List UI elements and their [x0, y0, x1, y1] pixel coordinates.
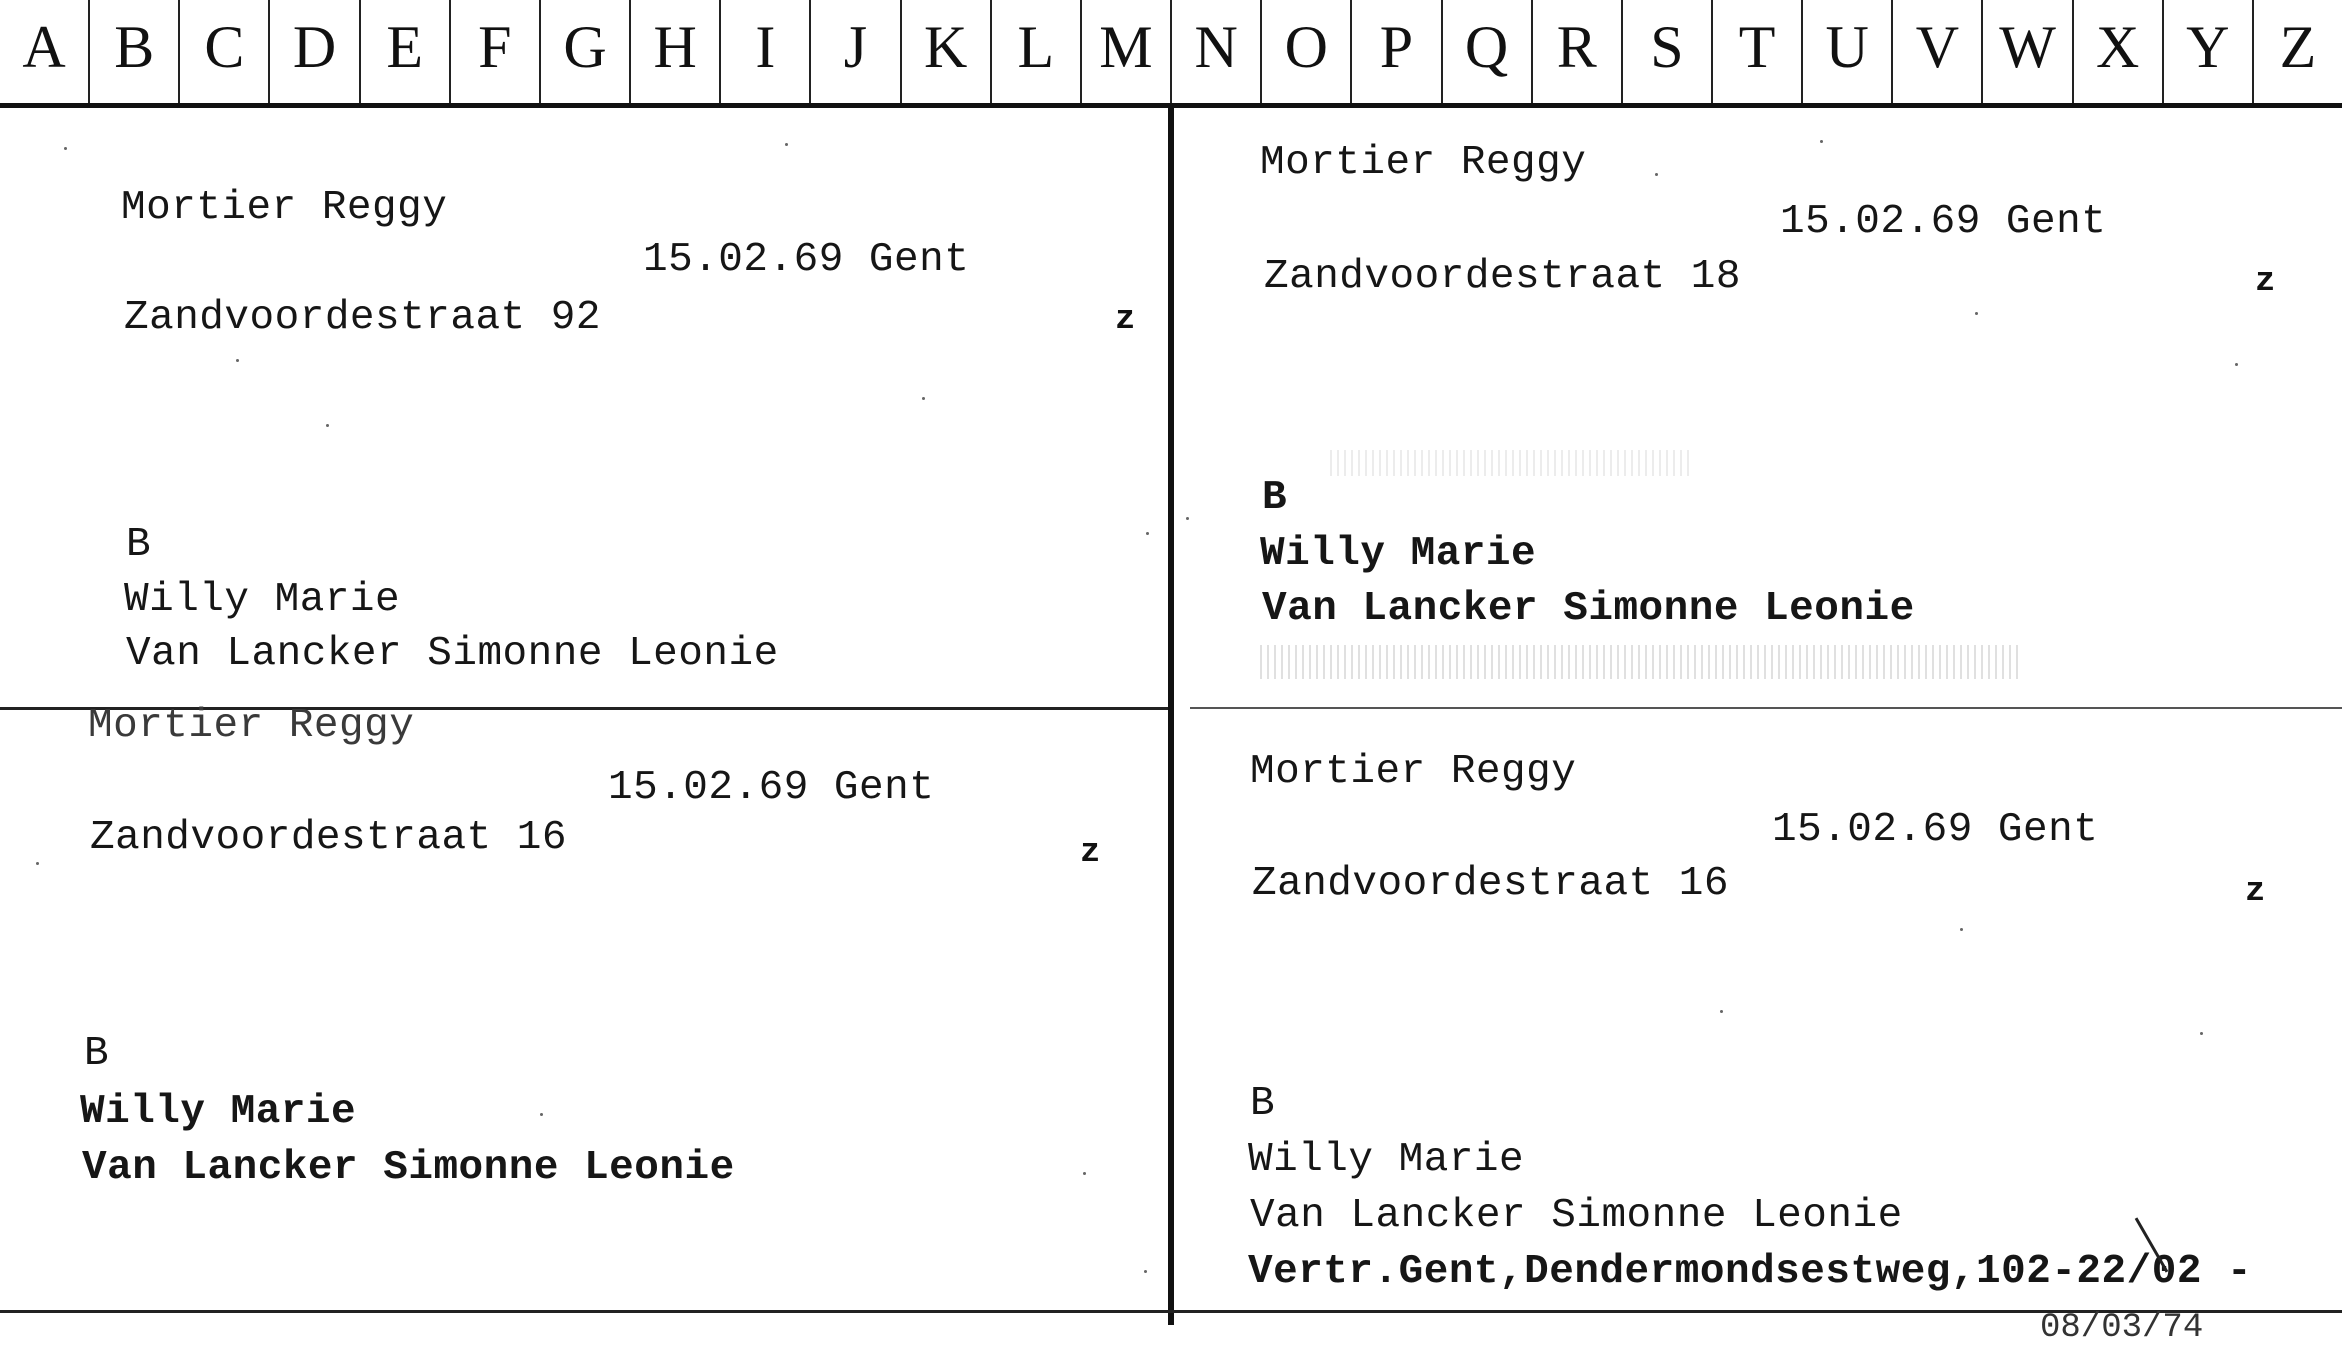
card-relation: B — [1250, 1081, 1276, 1127]
alphabet-letter-l: L — [992, 0, 1082, 103]
speckle — [326, 424, 329, 427]
alphabet-letter-o: O — [1262, 0, 1352, 103]
speckle — [36, 862, 39, 865]
speckle — [1960, 928, 1963, 931]
alphabet-letter-x: X — [2074, 0, 2164, 103]
card-father: Willy Marie — [80, 1089, 357, 1135]
card-marker: z — [2255, 263, 2276, 301]
card-departure-note: Vertr.Gent,Dendermondsestweg,102-22/02 - — [1248, 1249, 2253, 1295]
card-address: Zandvoordestraat 16 — [90, 815, 567, 861]
card-birth: 15.02.69 Gent — [643, 237, 970, 283]
alphabet-letter-z: Z — [2279, 14, 2317, 80]
alphabet-letter-g: G — [541, 0, 631, 103]
alphabet-letter-v: V — [1893, 0, 1983, 103]
alphabet-letter-u: U — [1803, 0, 1893, 103]
card-address: Zandvoordestraat 18 — [1264, 254, 1741, 300]
card-mother: Van Lancker Simonne Leonie — [126, 631, 779, 677]
speckle — [1146, 532, 1149, 535]
alphabet-letter-b: B — [90, 0, 180, 103]
alphabet-letter-n: N — [1172, 0, 1262, 103]
alphabet-letter-a: A — [0, 0, 90, 103]
alphabet-letter-w: W — [1983, 0, 2073, 103]
speckle — [922, 397, 925, 400]
speckle — [236, 359, 239, 362]
alphabet-letter-m: M — [1082, 0, 1172, 103]
card-father: Willy Marie — [124, 577, 401, 623]
card-name: Mortier Reggy — [121, 185, 448, 231]
card-mother: Van Lancker Simonne Leonie — [1250, 1193, 1903, 1239]
speckle — [64, 147, 67, 150]
alphabet-letter-c: C — [180, 0, 270, 103]
speckle — [1186, 517, 1189, 520]
alphabet-letter-e: E — [361, 0, 451, 103]
alphabet-letter-j: J — [811, 0, 901, 103]
speckle — [2200, 1032, 2203, 1035]
speckle — [1144, 1270, 1147, 1273]
alphabet-letter-p: P — [1352, 0, 1442, 103]
speckle — [1655, 173, 1658, 176]
card-mother: Van Lancker Simonne Leonie — [82, 1145, 735, 1191]
speckle — [1083, 1172, 1086, 1175]
faded-text-smudge — [1260, 645, 2020, 679]
card-relation: B — [126, 522, 152, 568]
card-divider-vertical — [1168, 108, 1174, 1325]
speckle — [1820, 140, 1823, 143]
alphabet-letter-h: H — [631, 0, 721, 103]
card-address: Zandvoordestraat 16 — [1252, 861, 1729, 907]
speckle — [540, 1113, 543, 1116]
card-relation: B — [1262, 475, 1288, 521]
card-birth: 15.02.69 Gent — [1780, 199, 2107, 245]
card-birth: 15.02.69 Gent — [608, 765, 935, 811]
card-marker: z — [1080, 834, 1101, 872]
card-name: Mortier Reggy — [88, 703, 415, 749]
alphabet-letter-r: R — [1533, 0, 1623, 103]
alphabet-letter-t: T — [1713, 0, 1803, 103]
card-birth: 15.02.69 Gent — [1772, 807, 2099, 853]
card-stamp-number: 08/03/74 — [2040, 1309, 2204, 1347]
card-father: Willy Marie — [1260, 531, 1537, 577]
alphabet-letter-i: I — [721, 0, 811, 103]
card-marker: z — [1115, 301, 1136, 339]
alphabet-letter-f: F — [451, 0, 541, 103]
alphabet-letter-d: D — [270, 0, 360, 103]
card-name: Mortier Reggy — [1260, 140, 1587, 186]
speckle — [1720, 1010, 1723, 1013]
speckle — [2235, 363, 2238, 366]
alphabet-letter-s: S — [1623, 0, 1713, 103]
card-relation: B — [84, 1031, 110, 1077]
card-address: Zandvoordestraat 92 — [124, 295, 601, 341]
alphabet-letter-y: Y — [2164, 0, 2254, 103]
card-divider-right — [1190, 707, 2342, 709]
speckle — [1975, 312, 1978, 315]
card-name: Mortier Reggy — [1250, 749, 1577, 795]
card-mother: Van Lancker Simonne Leonie — [1262, 586, 1915, 632]
card-father: Willy Marie — [1248, 1137, 1525, 1183]
faded-text-smudge — [1330, 450, 1690, 476]
alphabet-index-strip — [0, 0, 2342, 108]
card-divider-bottom — [0, 1310, 2342, 1313]
alphabet-letter-q: Q — [1443, 0, 1533, 103]
alphabet-letter-k: K — [902, 0, 992, 103]
speckle — [785, 143, 788, 146]
card-marker: z — [2245, 873, 2266, 911]
